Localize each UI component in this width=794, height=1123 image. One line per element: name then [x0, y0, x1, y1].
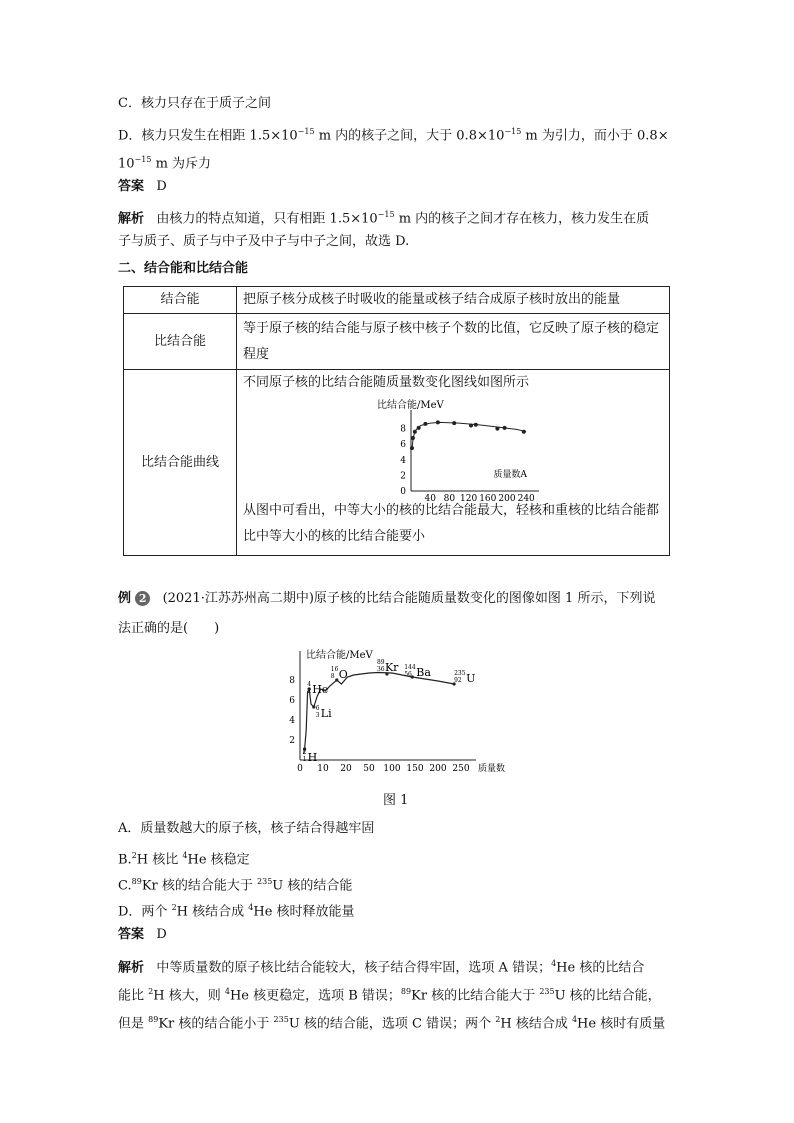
data-point	[436, 420, 440, 424]
analysis-label: 解析	[118, 960, 145, 976]
option-d-cont	[118, 151, 211, 173]
x-tick-label: 0	[297, 764, 303, 774]
mass-number: 235	[273, 1015, 289, 1024]
x-tick-label: 200	[429, 764, 447, 774]
y-tick-label: 2	[289, 736, 295, 746]
mass-number: 4	[571, 1015, 578, 1024]
mass-number: 2	[171, 903, 177, 912]
mass-number: 89	[376, 659, 385, 666]
option-c	[118, 873, 352, 895]
binding-energy-chart-small	[243, 396, 663, 504]
nuclide-label	[404, 664, 431, 679]
mass-number: 16	[330, 666, 339, 673]
definitions-table	[123, 286, 670, 556]
text: 10	[118, 156, 135, 172]
exp: −15	[134, 155, 152, 164]
element-symbol: Li	[320, 707, 332, 720]
option-d	[118, 899, 355, 921]
table-value: 等于原子核的结合能与原子核中核子个数的比值，它反映了原子核的稳定程度	[237, 314, 670, 370]
text: He 核稳定	[187, 852, 250, 868]
data-point	[410, 446, 414, 450]
text: Kr 核的结合能小于	[158, 1016, 274, 1032]
mass-number: 4	[224, 987, 230, 996]
text: C.	[118, 878, 132, 894]
option-d-text3: m 为引力，而小于 0.8×	[521, 128, 669, 144]
data-point	[411, 436, 415, 440]
y-axis-label: 比结合能/MeV	[377, 400, 444, 411]
mass-number: 235	[257, 877, 273, 886]
text: U 核的比结合能，	[554, 988, 661, 1004]
atomic-number: 2	[307, 688, 312, 695]
example-stem-1: (2021·江苏苏州高二期中)原子核的比结合能随质量数变化的图像如图 1 所示，下列说	[162, 591, 656, 606]
data-point	[474, 423, 478, 427]
y-tick-label: 8	[400, 424, 406, 435]
analysis-label: 解析	[118, 211, 145, 227]
answer-value: D	[156, 927, 167, 942]
text: H 核大，则	[153, 988, 225, 1004]
text: m 为斥力	[151, 156, 212, 172]
answer-value: D	[156, 179, 167, 194]
table-key: 结合能	[124, 287, 237, 314]
nuclide-label	[316, 705, 332, 720]
mass-number: 4	[551, 959, 557, 968]
atomic-number: 92	[454, 677, 462, 684]
x-tick-label: 10	[317, 764, 329, 774]
text: U 核的结合能	[272, 878, 353, 894]
option-d	[118, 123, 669, 145]
curve-intro: 不同原子核的比结合能随质量数变化图线如图所示	[243, 375, 530, 390]
text: Kr 核的结合能大于	[141, 878, 258, 894]
mass-number: 235	[454, 670, 466, 677]
y-tick-label: 4	[400, 455, 406, 466]
x-tick-label: 50	[363, 764, 375, 774]
element-symbol: He	[312, 683, 329, 696]
mass-number: 4	[182, 851, 188, 860]
x-tick-label: 240	[517, 494, 535, 504]
answer-line	[118, 178, 167, 196]
atomic-number: 3	[315, 712, 320, 719]
x-tick-label: 100	[383, 764, 401, 774]
x-tick-label: 150	[406, 764, 424, 774]
text: D．两个	[118, 904, 172, 920]
atomic-number: 8	[330, 673, 335, 680]
table-row	[124, 370, 670, 556]
data-point	[522, 430, 526, 434]
x-tick-label: 160	[479, 494, 497, 504]
mass-number: 144	[404, 664, 416, 671]
answer-label: 答案	[118, 179, 145, 194]
text: 能比	[118, 988, 149, 1004]
exp: −15	[504, 127, 522, 136]
mass-number: 2	[495, 1015, 501, 1024]
x-axis-label: 质量数	[478, 764, 506, 774]
text: He 核时有质量	[577, 1016, 666, 1032]
data-point	[423, 422, 427, 426]
example-line-1	[118, 590, 655, 608]
text: Kr 核的比结合能大于	[411, 988, 540, 1004]
y-tick-label: 6	[400, 440, 406, 451]
text: He 核的比结合	[556, 960, 645, 976]
element-symbol: Kr	[384, 661, 399, 674]
y-axis-label: 比结合能/MeV	[306, 650, 373, 661]
option-b	[118, 847, 250, 869]
table-value	[237, 370, 670, 556]
example-number-badge: 2	[135, 591, 150, 606]
data-point	[469, 423, 473, 427]
data-point	[413, 430, 417, 434]
option-d-text1: D．核力只发生在相距 1.5×10	[118, 128, 298, 144]
atomic-number: 1	[302, 756, 307, 763]
element-symbol: Ba	[416, 666, 431, 679]
mass-number: 4	[248, 903, 254, 912]
y-tick-label: 8	[289, 676, 295, 686]
option-c: C．核力只存在于质子之间	[118, 96, 271, 111]
table-key: 比结合能曲线	[124, 370, 237, 556]
element-symbol: O	[338, 668, 348, 681]
example-line-2: 法正确的是( )	[118, 621, 220, 636]
y-tick-label: 2	[400, 471, 406, 482]
curve-conclusion: 从图中可看出，中等大小的核的比结合能最大，轻核和重核的比结合能都比中等大小的核的比结合能要小	[243, 503, 660, 544]
answer-label: 答案	[118, 927, 145, 942]
mass-number: 89	[400, 987, 412, 996]
text: H 核比	[136, 852, 183, 868]
table-row	[124, 314, 670, 370]
table-key: 比结合能	[124, 314, 237, 370]
analysis-2-line-1	[118, 955, 644, 977]
option-d-text2: m 内的核子之间，大于 0.8×10	[314, 128, 505, 144]
x-tick-label: 20	[340, 764, 352, 774]
text: He 核时释放能量	[253, 904, 355, 920]
text: H 核结合成	[500, 1016, 572, 1032]
table-value: 把原子核分成核子时吸收的能量或核子结合成原子核时放出的能量	[237, 287, 670, 314]
mass-number: 4	[307, 681, 312, 688]
text: H 核结合成	[176, 904, 249, 920]
exp: −15	[297, 127, 315, 136]
table-row	[124, 287, 670, 314]
data-point	[417, 426, 421, 430]
mass-number: 235	[539, 987, 555, 996]
mass-number: 2	[302, 749, 307, 756]
exp: −15	[377, 210, 395, 219]
text: m 内的核子之间才存在核力，核力发生在质	[394, 211, 650, 227]
binding-energy-chart-fig1	[266, 647, 526, 782]
atomic-number: 56	[404, 671, 412, 678]
nuclide-label	[303, 749, 318, 764]
x-tick-label: 80	[443, 494, 456, 504]
nuclide-label	[454, 670, 475, 685]
analysis-line-1	[118, 206, 649, 228]
answer-line-2	[118, 926, 167, 944]
text: 但是	[118, 1016, 149, 1032]
x-tick-label: 40	[424, 494, 436, 504]
data-point	[495, 427, 499, 431]
text: He 核更稳定，选项 B 错误；	[229, 988, 401, 1004]
text: 由核力的特点知道，只有相距 1.5×10	[156, 211, 378, 227]
text: U 核的结合能，选项 C 错误；两个	[288, 1016, 496, 1032]
option-a: A．质量数越大的原子核，核子结合得越牢固	[118, 821, 375, 836]
nuclide-label	[377, 659, 399, 674]
mass-number: 89	[131, 877, 142, 886]
data-point	[452, 421, 456, 425]
section-title: 二、结合能和比结合能	[118, 261, 249, 276]
analysis-line-2: 子与质子、质子与中子及中子与中子之间，故选 D.	[118, 234, 410, 249]
binding-energy-curve	[412, 422, 526, 448]
mass-number: 2	[131, 851, 137, 860]
mass-number: 6	[315, 705, 320, 712]
data-point	[503, 426, 507, 430]
x-tick-label: 120	[460, 494, 478, 504]
mass-number: 2	[148, 987, 154, 996]
analysis-2-line-3	[118, 1011, 665, 1033]
element-symbol: U	[466, 672, 476, 685]
y-tick-label: 0	[400, 487, 406, 497]
nuclide-label	[331, 666, 348, 681]
text: B.	[118, 852, 132, 868]
x-tick-label: 250	[452, 764, 470, 774]
text: 中等质量数的原子核比结合能较大，核子结合得牢固，选项 A 错误；	[156, 960, 552, 976]
figure-caption: 图 1	[383, 793, 409, 808]
analysis-2-line-2	[118, 983, 661, 1005]
example-label: 例	[118, 591, 132, 606]
x-tick-label: 200	[498, 494, 516, 504]
element-symbol: H	[307, 751, 318, 764]
y-tick-label: 4	[289, 716, 295, 726]
x-axis-label: 质量数A	[493, 470, 527, 480]
mass-number: 89	[148, 1015, 159, 1024]
nuclide-label	[307, 681, 328, 696]
y-tick-label: 6	[289, 696, 295, 706]
atomic-number: 36	[376, 666, 385, 673]
